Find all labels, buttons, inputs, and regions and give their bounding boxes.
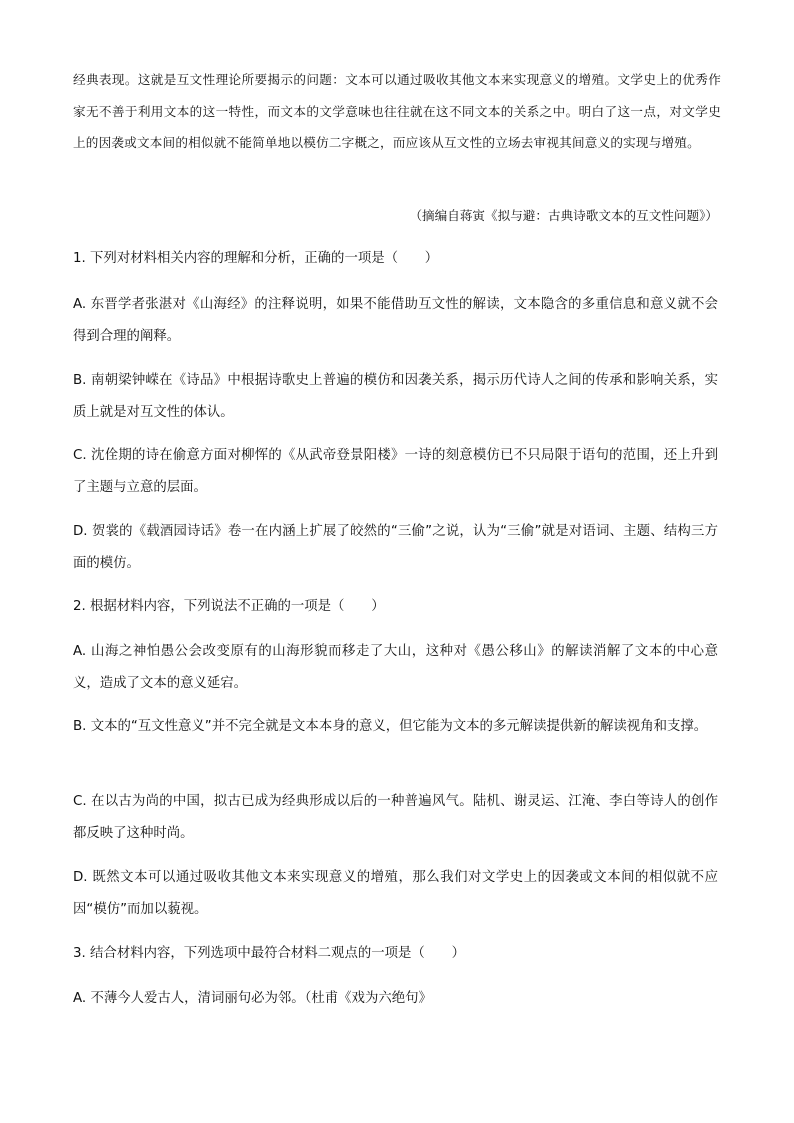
question-1-option-d: D. 贺裳的《载酒园诗话》卷一在内涵上扩展了皎然的“三偷”之说，认为“三偷”就是对语词、主题、结构三方面的模仿。 bbox=[73, 524, 718, 571]
question-2-stem: 2. 根据材料内容，下列说法不正确的一项是（ ） bbox=[73, 599, 385, 614]
passage-paragraph: 经典表现。这就是互文性理论所要揭示的问题：文本可以通过吸收其他文本来实现意义的增殖。文学史上的优秀作家无不善于利用文本的这一特性，而文本的文学意味也往往就在这不同文本的关系之中。明白了这一点，对文学史上的因袭或文本间的相似就不能简单地以模仿二字概之，而应该从互文性的立场去审视其间意义的实现与增殖。 bbox=[73, 72, 721, 151]
question-1-option-b: B. 南朝梁钟嵘在《诗品》中根据诗歌史上普遍的模仿和因袭关系，揭示历代诗人之间的传承和影响关系，实质上就是对互文性的体认。 bbox=[73, 373, 718, 420]
question-1-stem: 1. 下列对材料相关内容的理解和分析，正确的一项是（ ） bbox=[73, 251, 439, 266]
question-1-option-a: A. 东晋学者张湛对《山海经》的注释说明，如果不能借助互文性的解读，文本隐含的多重信息和意义就不会得到合理的阐释。 bbox=[73, 297, 718, 344]
question-2-option-c: C. 在以古为尚的中国，拟古已成为经典形成以后的一种普遍风气。陆机、谢灵运、江淹、李白等诗人的创作都反映了这种时尚。 bbox=[73, 794, 719, 841]
question-2-option-b: B. 文本的“互文性意义”并不完全就是文本本身的意义，但它能为文本的多元解读提供新的解读视角和支撑。 bbox=[73, 719, 708, 734]
question-2-option-a: A. 山海之神怕愚公会改变原有的山海形貌而移走了大山，这种对《愚公移山》的解读消解了文本的中心意义，造成了文本的意义延宕。 bbox=[73, 644, 718, 691]
question-2-option-d: D. 既然文本可以通过吸收其他文本来实现意义的增殖，那么我们对文学史上的因袭或文本间的相似就不应因“模仿”而加以藐视。 bbox=[73, 870, 718, 917]
source-citation: （摘编自蒋寅《拟与避：古典诗歌文本的互文性问题》） bbox=[409, 208, 718, 223]
question-1-option-c: C. 沈佺期的诗在偷意方面对柳恽的《从武帝登景阳楼》一诗的刻意模仿已不只局限于语句的范围，还上升到了主题与立意的层面。 bbox=[73, 448, 719, 495]
question-3-option-a: A. 不薄今人爱古人，清词丽句必为邻。（杜甫《戏为六绝句》 bbox=[73, 991, 432, 1006]
question-3-stem: 3. 结合材料内容，下列选项中最符合材料二观点的一项是（ ） bbox=[73, 946, 465, 961]
